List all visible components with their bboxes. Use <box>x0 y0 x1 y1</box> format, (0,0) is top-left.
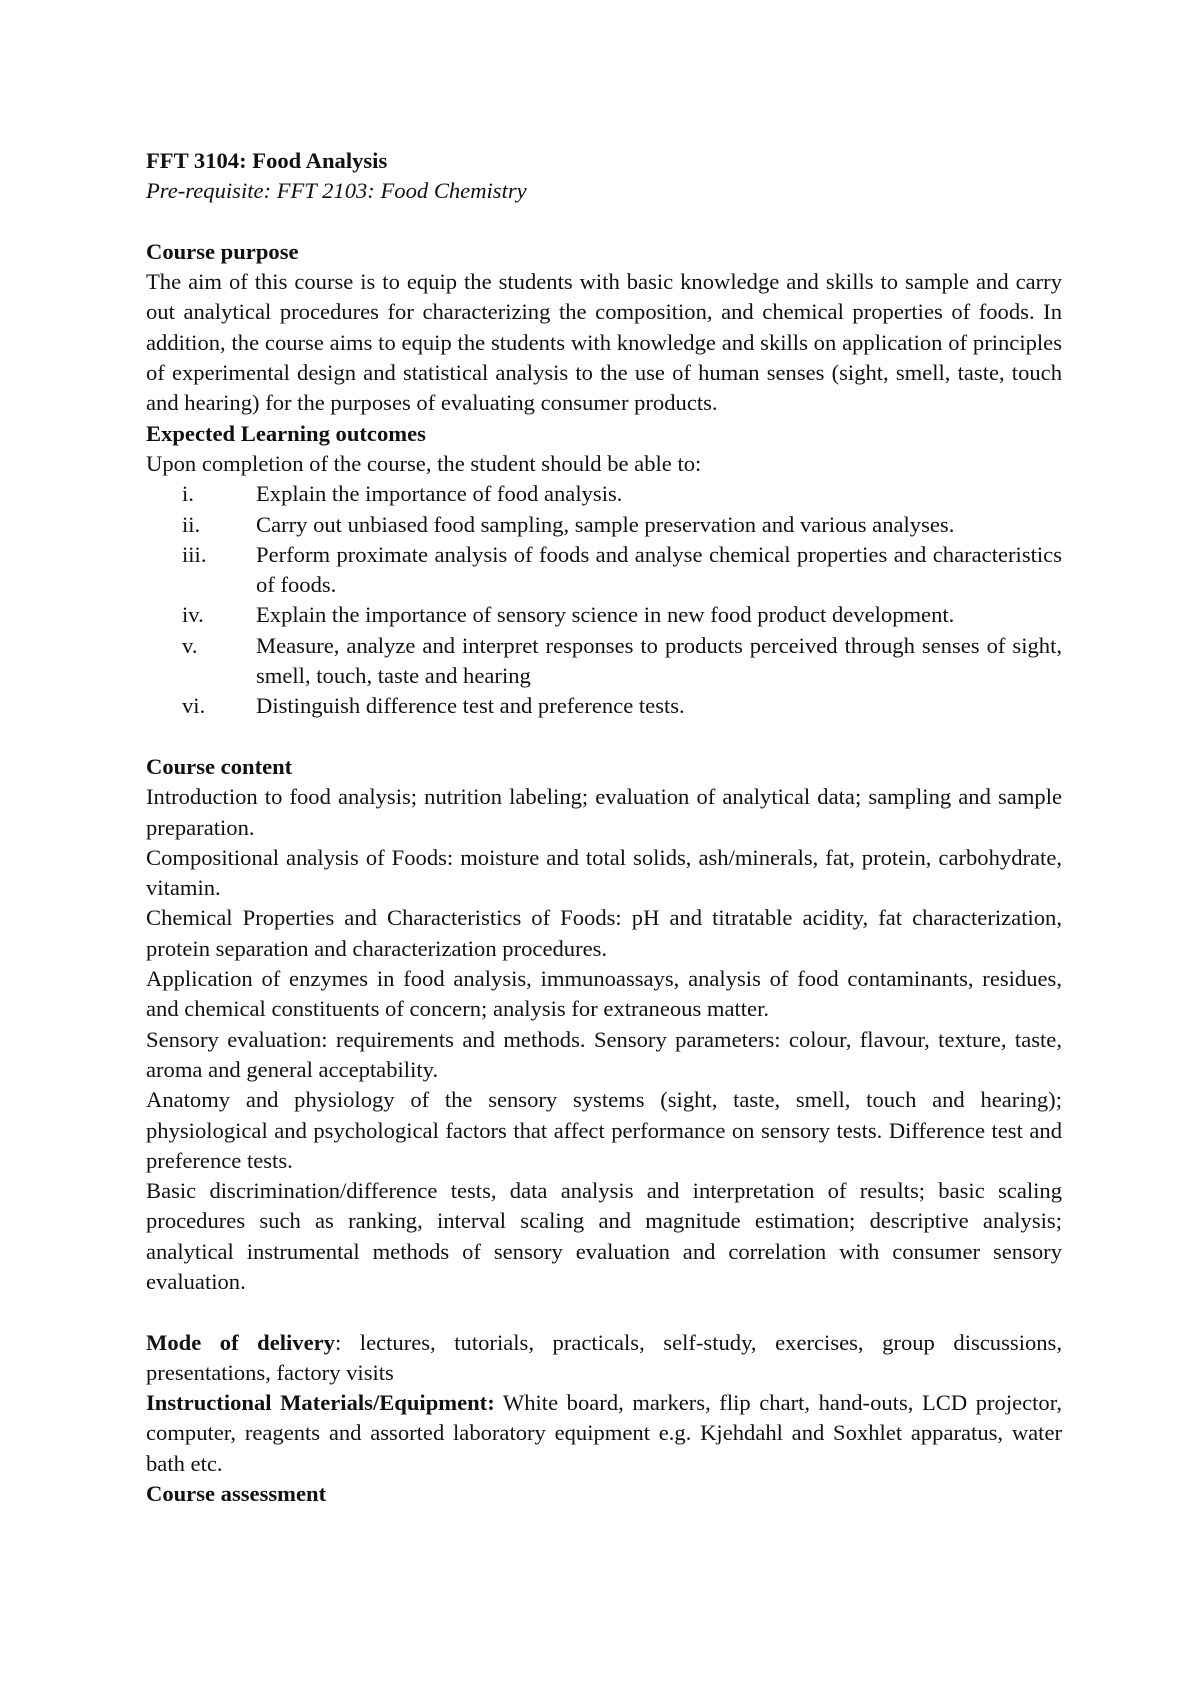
course-content-heading: Course content <box>146 753 293 779</box>
outcome-item <box>146 691 1062 721</box>
instructional-materials-label: Instructional Materials/Equipment: <box>146 1390 495 1416</box>
course-content-paragraph: Application of enzymes in food analysis, immunoassays, analysis of food contaminants, residues, and chemical constituents of concern; analysis for extraneous matter. <box>146 966 1062 1022</box>
course-content-paragraph: Basic discrimination/difference tests, data analysis and interpretation of results; basic scaling procedures such as ranking, interval scaling and magnitude estimation; descriptive analysis; analytical instrumental methods of sensory evaluation and correlation with consumer sensory evaluation. <box>146 1178 1062 1294</box>
spacer <box>146 722 1062 752</box>
outcome-number: v. <box>182 632 198 658</box>
spacer <box>146 207 1062 237</box>
outcome-number: iv. <box>182 602 204 628</box>
mode-of-delivery-label: Mode of delivery <box>146 1329 335 1355</box>
instructional-materials-text: White board, markers, flip chart, hand-outs, LCD projector, computer, reagents and assorted laboratory equipment e.g. Kjehdahl and Soxhlet apparatus, water bath etc. <box>146 1390 1062 1476</box>
outcome-number: i. <box>182 481 194 507</box>
instructional-materials <box>146 1388 1062 1479</box>
learning-outcomes-list <box>146 479 1062 721</box>
outcome-item <box>146 631 1062 692</box>
spacer <box>146 1297 1062 1327</box>
learning-outcomes-intro: Upon completion of the course, the student should be able to: <box>146 450 702 476</box>
outcome-text: Explain the importance of sensory science in new food product development. <box>256 602 955 628</box>
course-prerequisite: Pre-requisite: FFT 2103: Food Chemistry <box>146 178 527 204</box>
outcome-number: ii. <box>182 511 201 537</box>
course-content-paragraph: Compositional analysis of Foods: moisture and total solids, ash/minerals, fat, protein, carbohydrate, vitamin. <box>146 844 1062 901</box>
outcome-text: Carry out unbiased food sampling, sample preservation and various analyses. <box>256 511 955 537</box>
outcome-item <box>146 600 1062 630</box>
outcome-text: Distinguish difference test and preference tests. <box>256 693 685 719</box>
outcome-text: Explain the importance of food analysis. <box>256 481 623 507</box>
outcome-number: iii. <box>182 541 207 567</box>
course-assessment-heading: Course assessment <box>146 1481 327 1507</box>
outcome-item <box>146 510 1062 540</box>
mode-of-delivery-text: : lectures, tutorials, practicals, self-study, exercises, group discussions, presentations, factory visits <box>146 1329 1063 1385</box>
outcome-text: Perform proximate analysis of foods and analyse chemical properties and characteristics of foods. <box>256 541 1062 598</box>
learning-outcomes-heading: Expected Learning outcomes <box>146 420 426 446</box>
course-purpose-heading: Course purpose <box>146 238 299 264</box>
course-purpose-text: The aim of this course is to equip the students with basic knowledge and skills to sample and carry out analytical procedures for characterizing the composition, and chemical properties of foods. In addition, the course aims to equip the students with knowledge and skills on application of principles of experimental design and statistical analysis to the use of human senses (sight, smell, taste, touch and hearing) for the purposes of evaluating consumer products. <box>146 269 1062 416</box>
course-content-paragraph: Introduction to food analysis; nutrition labeling; evaluation of analytical data; sampling and sample preparation. <box>146 784 1062 840</box>
course-content-paragraph: Sensory evaluation: requirements and methods. Sensory parameters: colour, flavour, texture, taste, aroma and general acceptability. <box>146 1026 1062 1082</box>
course-content-paragraph: Chemical Properties and Characteristics of Foods: pH and titratable acidity, fat characterization, protein separation and characterization procedures. <box>146 905 1062 961</box>
document-page <box>146 146 1062 1509</box>
course-title: FFT 3104: Food Analysis <box>146 148 388 173</box>
outcome-item <box>146 479 1062 509</box>
outcome-text: Measure, analyze and interpret responses to products perceived through senses of sight, smell, touch, taste and hearing <box>256 632 1062 689</box>
outcome-number: vi. <box>182 693 206 719</box>
mode-of-delivery <box>146 1328 1062 1389</box>
course-content-paragraph: Anatomy and physiology of the sensory systems (sight, taste, smell, touch and hearing); physiological and psychological factors that affect performance on sensory tests. Difference test and preference tests. <box>146 1087 1062 1173</box>
outcome-item <box>146 540 1062 601</box>
